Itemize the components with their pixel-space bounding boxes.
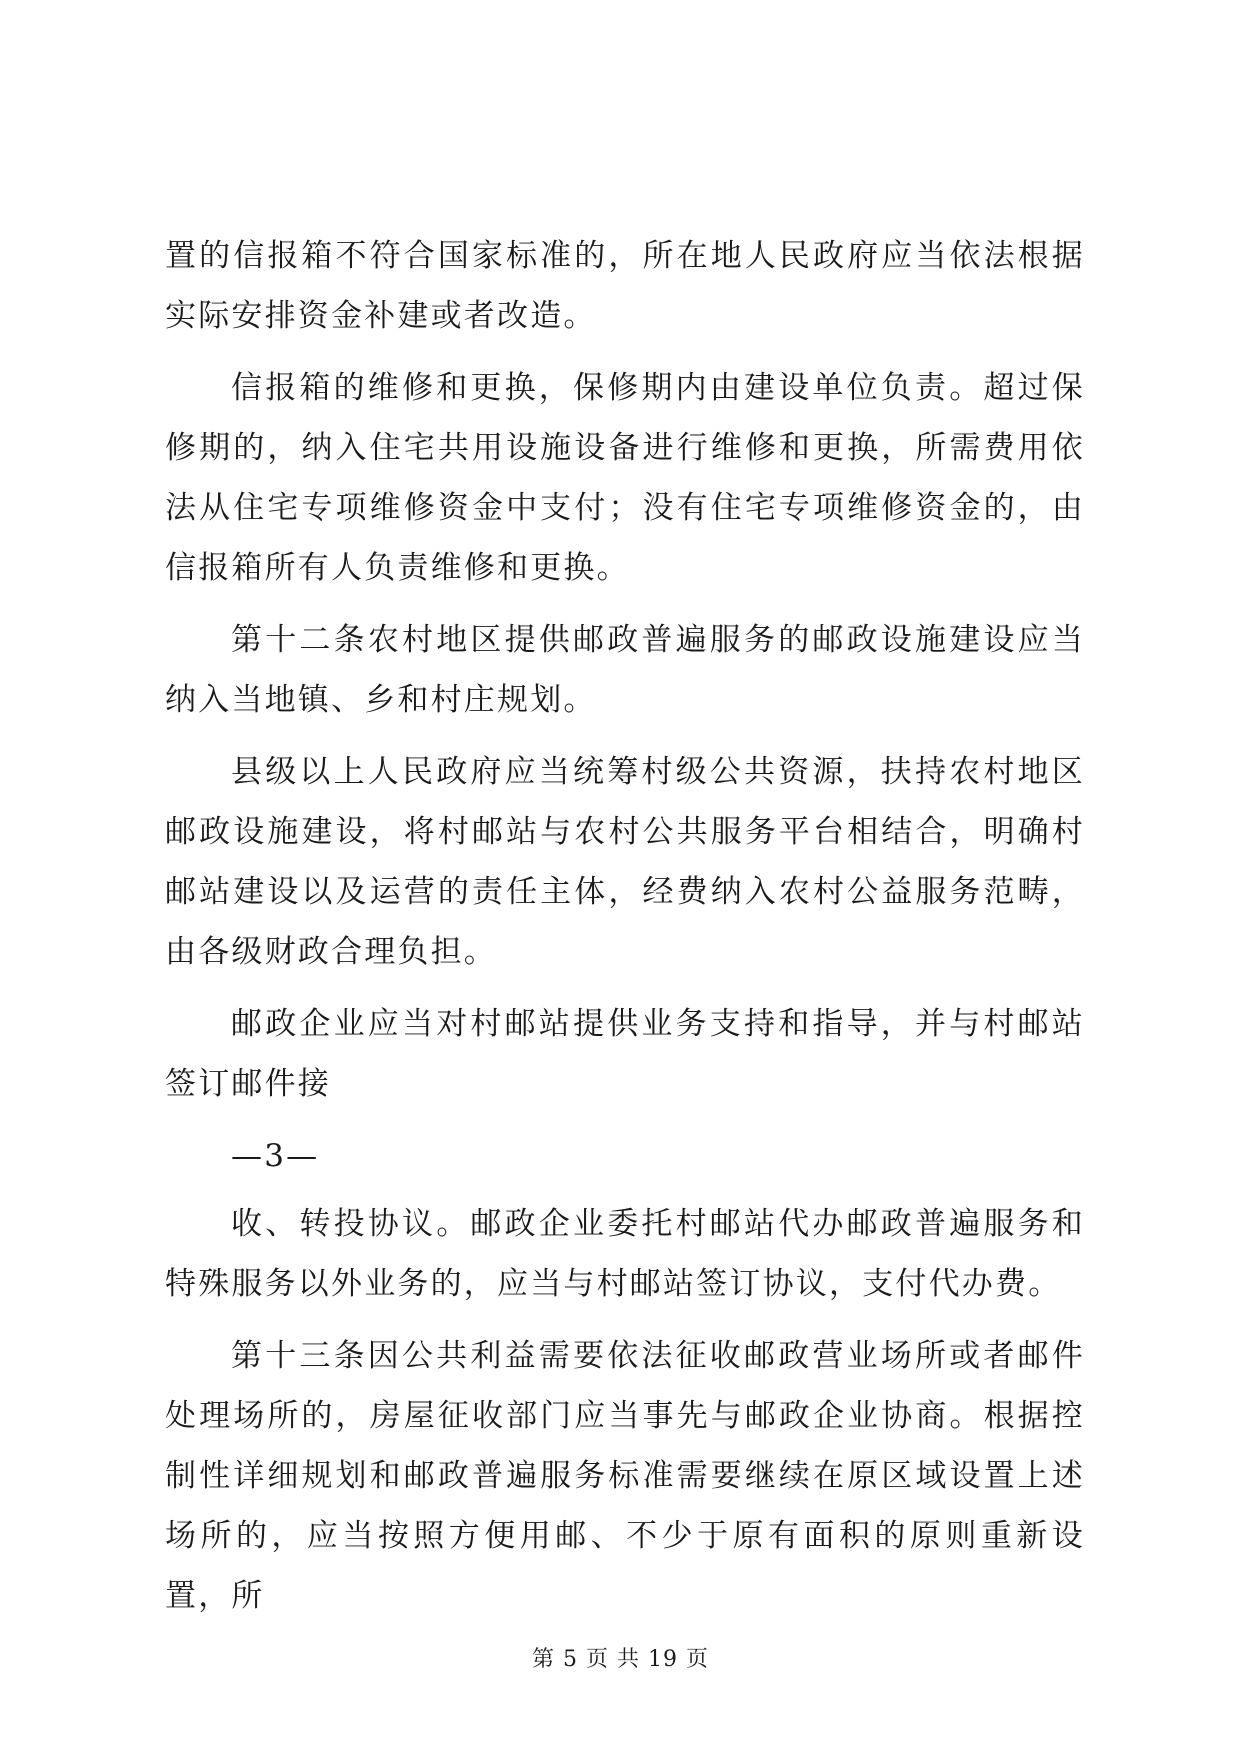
- paragraph-3: 第十二条农村地区提供邮政普遍服务的邮政设施建设应当纳入当地镇、乡和村庄规划。: [165, 622, 1085, 718]
- document-body: [165, 226, 1085, 1638]
- paragraph-5: 邮政企业应当对村邮站提供业务支持和指导，并与村邮站签订邮件接: [165, 1006, 1085, 1102]
- page-footer: 第 5 页 共 19 页: [532, 1647, 709, 1672]
- paragraph-2: 信报箱的维修和更换，保修期内由建设单位负责。超过保修期的，纳入住宅共用设施设备进行维修和更换，所需费用依法从住宅专项维修资金中支付；没有住宅专项维修资金的，由信报箱所有人负责维修和更换。: [165, 370, 1085, 586]
- paragraph-1: 置的信报箱不符合国家标准的，所在地人民政府应当依法根据实际安排资金补建或者改造。: [165, 238, 1085, 334]
- paragraph-6: 收、转投协议。邮政企业委托村邮站代办邮政普遍服务和特殊服务以外业务的，应当与村邮站签订协议，支付代办费。: [165, 1206, 1085, 1302]
- paragraph-4: 县级以上人民政府应当统筹村级公共资源，扶持农村地区邮政设施建设，将村邮站与农村公共服务平台相结合，明确村邮站建设以及运营的责任主体，经费纳入农村公益服务范畴，由各级财政合理负担。: [165, 754, 1085, 970]
- inline-page-number: —3—: [231, 1138, 320, 1174]
- paragraph-7: 第十三条因公共利益需要依法征收邮政营业场所或者邮件处理场所的，房屋征收部门应当事先与邮政企业协商。根据控制性详细规划和邮政普遍服务标准需要继续在原区域设置上述场所的，应当按照方便用邮、不少于原有面积的原则重新设置，所: [165, 1338, 1085, 1614]
